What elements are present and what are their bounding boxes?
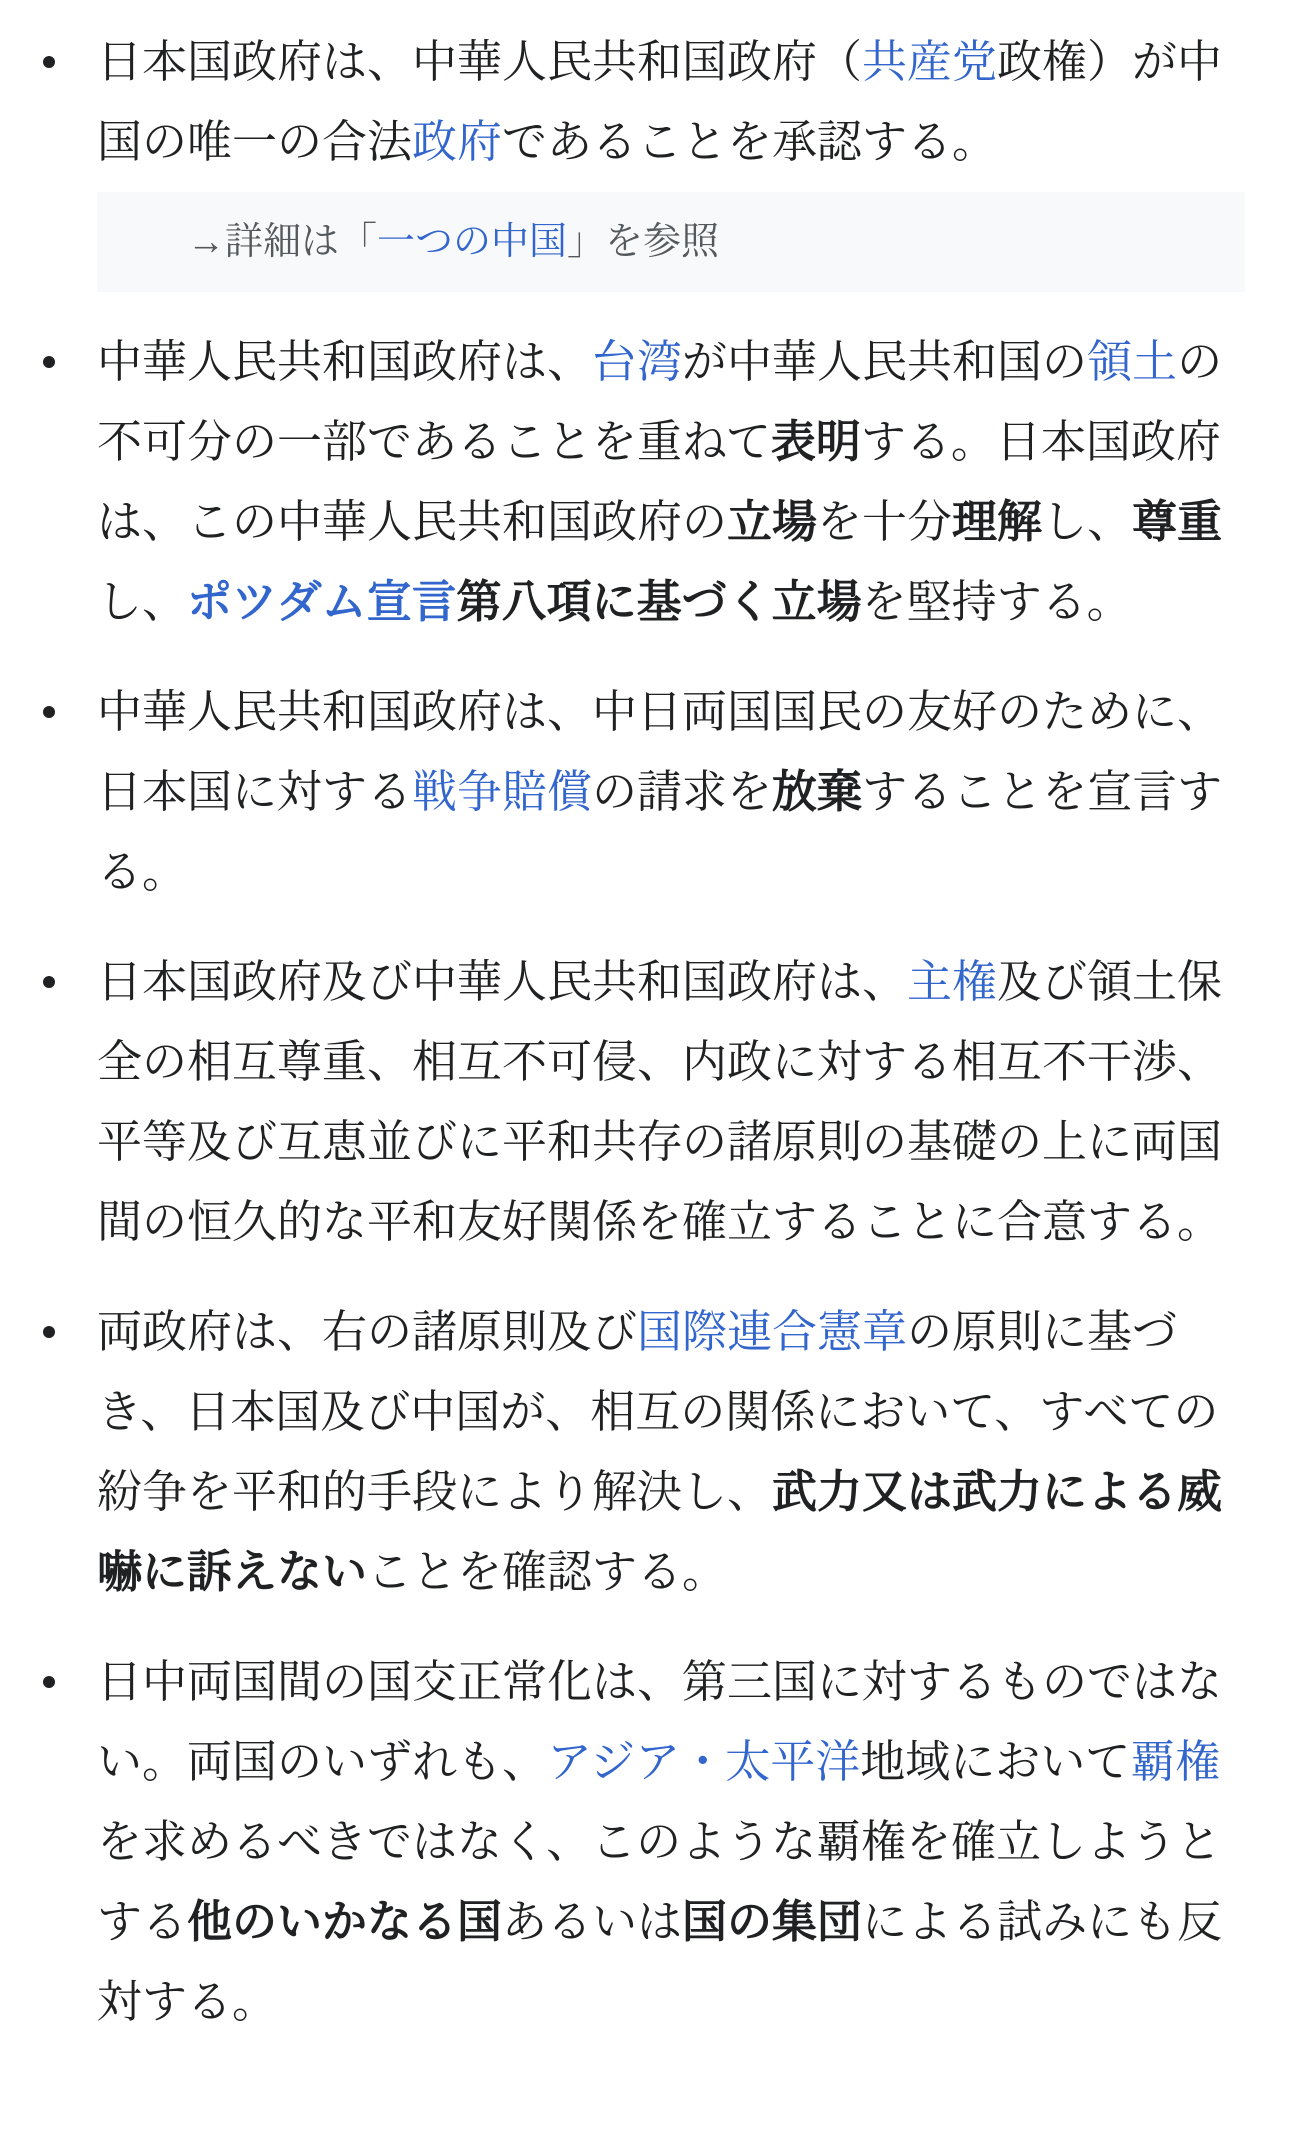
arrow-right-icon: → [187,221,225,263]
text-segment: 日本国政府及び中華人民共和国政府は、 [97,956,908,1007]
treaty-clause-item [0,942,1245,1262]
text-segment: の原則に基づき、日本国及び中国が、相互の関係において、すべての紛争を平和的手段により解決し、 [97,1306,1219,1517]
text-segment: 表明 [770,416,861,467]
text-segment: 中華人民共和国政府は、 [97,336,593,387]
text-segment: を堅持する。 [861,576,1132,627]
text-segment: し、 [1042,496,1133,547]
wiki-link[interactable]: 一つの中国 [377,221,568,263]
hatnote [97,192,1245,292]
wiki-link[interactable]: ポツダム宣言 [187,576,457,627]
wiki-link[interactable]: 国際連合憲章 [637,1306,908,1357]
treaty-list [0,22,1245,2042]
text-segment: であることを承認する。 [502,116,998,167]
text-segment: 放棄 [772,766,863,817]
text-segment: することを宣言する。 [97,766,1223,897]
wiki-link[interactable]: 政府 [412,116,503,167]
text-segment: 立場 [727,496,818,547]
text-segment: 及び領土保全の相互尊重、相互不可侵、内政に対する相互不干渉、平等及び互恵並びに平和共存の諸原則の基礎の上に両国間の恒久的な平和友好関係を確立することに合意する。 [97,956,1223,1247]
wiki-link[interactable]: 覇権 [1130,1736,1221,1787]
text-segment: 中華人民共和国政府は、中日両国国民の友好のために、日本国に対する [97,686,1223,817]
text-segment: 武力又は武力による威嚇に訴えない [97,1466,1223,1597]
wiki-link[interactable]: 領土 [1087,336,1178,387]
text-segment: 尊重 [1132,496,1223,547]
wiki-link[interactable]: 主権 [907,956,998,1007]
text-segment: 両政府は、右の諸原則及び [97,1306,638,1357]
text-segment: が中華人民共和国の [682,336,1088,387]
text-segment: 第八項に基づく立場 [456,576,862,627]
text-segment: する。日本国政府は、この中華人民共和国政府の [97,416,1221,547]
wiki-link[interactable]: 共産党 [862,36,998,87]
treaty-clause-item [0,1292,1245,1612]
text-segment: の請求を [592,766,773,817]
text-segment: 政権）が中国の唯一の合法 [97,36,1223,167]
text-segment: を求めるべきではなく、このような覇権を確立しようとする [97,1816,1222,1947]
text-segment: の不可分の一部であることを重ねて [97,336,1223,467]
article-content [0,22,1245,2042]
text-segment: 他のいかなる国 [187,1896,503,1947]
wiki-link[interactable]: 戦争賠償 [412,766,593,817]
text-segment: を十分 [817,496,953,547]
text-segment: ことを確認する。 [367,1546,728,1597]
treaty-clause-item [0,672,1245,912]
text-segment: し、 [97,576,188,627]
text-segment: 日中両国間の国交正常化は、第三国に対するものではない。両国のいずれも、 [97,1656,1223,1787]
text-segment: 日本国政府は、中華人民共和国政府（ [97,36,863,87]
text-segment: による試みにも反対する。 [97,1896,1223,2027]
treaty-clause-item [0,1642,1245,2042]
text-segment: あるいは [502,1896,683,1947]
text-segment: 理解 [952,496,1043,547]
text-segment: 詳細は「 [225,221,378,263]
text-segment: 」を参照 [567,221,720,263]
text-segment: 地域において [860,1736,1131,1787]
text-segment: 国の集団 [682,1896,863,1947]
wiki-link[interactable]: 台湾 [592,336,683,387]
wiki-link[interactable]: アジア・太平洋 [547,1736,861,1787]
treaty-clause-item [0,22,1245,292]
treaty-clause-item [0,322,1245,642]
